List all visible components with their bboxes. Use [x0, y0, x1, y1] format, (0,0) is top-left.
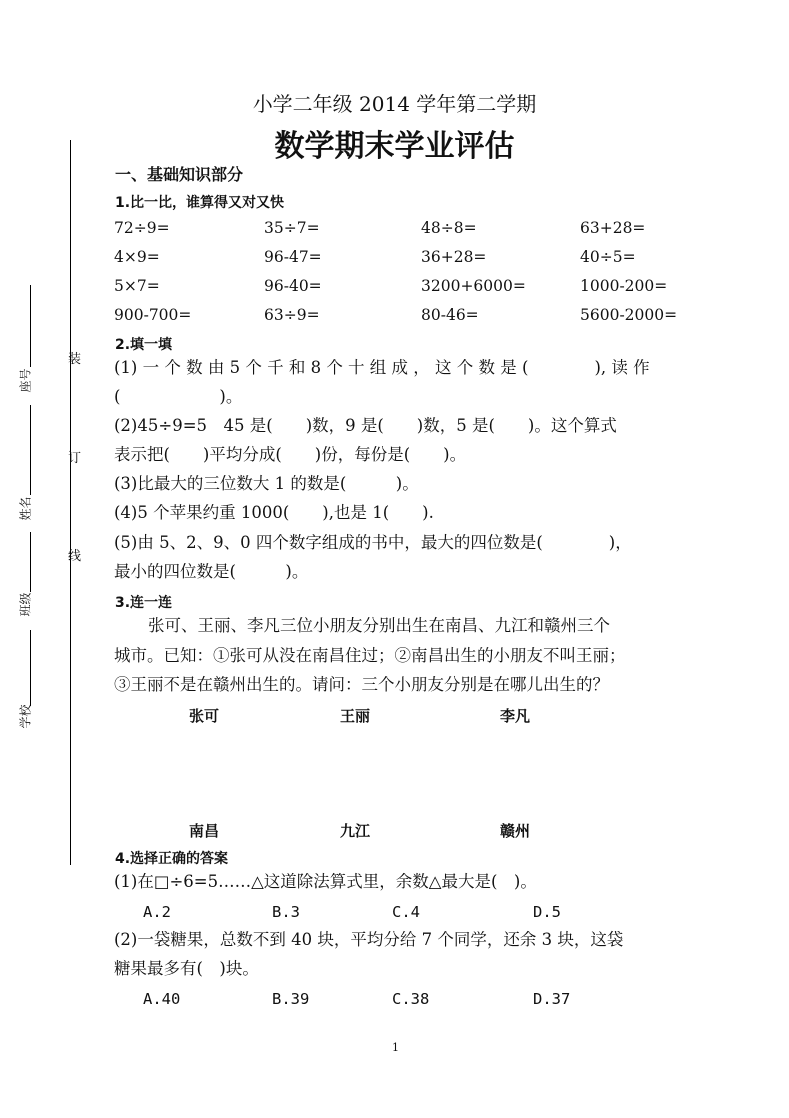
q2-line: (3)比最大的三位数大 1 的数是( )。 — [114, 474, 419, 493]
calc-item: 900-700= — [114, 306, 192, 324]
q2-line: ( )。 — [114, 387, 243, 406]
child-name: 李凡 — [500, 707, 531, 725]
q2-line: (4)5 个苹果约重 1000( ),也是 1( ). — [114, 503, 434, 522]
q3-paragraph: ③王丽不是在赣州出生的。请问：三个小朋友分别是在哪儿出生的？ — [114, 675, 609, 694]
child-name: 张可 — [189, 707, 220, 725]
calc-item: 35÷7= — [264, 219, 320, 237]
q3-paragraph: 城市。已知：①张可从没在南昌住过；②南昌出生的小朋友不叫王丽； — [114, 646, 626, 665]
q2-line: 表示把( )平均分成( )份，每份是( )。 — [114, 445, 467, 464]
option: A.40 — [143, 990, 181, 1008]
class-label: 班级 — [18, 592, 33, 617]
name-label: 姓名 — [18, 496, 33, 521]
q2-line: (1) 一 个 数 由 5 个 千 和 8 个 十 组 成 ， 这 个 数 是 ( ), 读 作 — [114, 358, 650, 377]
seat-underline — [30, 285, 31, 367]
city-name: 南昌 — [189, 822, 220, 840]
binding-mark-3: 线 — [68, 549, 82, 564]
school-label: 学校 — [18, 704, 33, 729]
page-number: 1 — [392, 1041, 399, 1054]
option: C.38 — [392, 990, 430, 1008]
q3-paragraph: 张可、王丽、李凡三位小朋友分别出生在南昌、九江和赣州三个 — [148, 616, 610, 635]
q4-question: (1)在□÷6=5……△这道除法算式里，余数△最大是( )。 — [114, 872, 537, 891]
calc-item: 36+28= — [421, 248, 487, 266]
class-underline — [30, 532, 31, 592]
section-heading: 一、基础知识部分 — [115, 165, 244, 184]
binding-line — [70, 140, 71, 865]
child-name: 王丽 — [340, 707, 371, 725]
q3-heading: 3.连一连 — [115, 595, 173, 611]
q2-line: (5)由 5、2、9、0 四个数字组成的书中，最大的四位数是( )， — [114, 533, 632, 552]
school-underline — [30, 630, 31, 706]
binding-mark-2: 订 — [68, 451, 82, 466]
calc-item: 5×7= — [114, 277, 160, 295]
q4-question: 糖果最多有( )块。 — [114, 959, 259, 978]
q4-heading: 4.选择正确的答案 — [115, 851, 229, 867]
seat-label: 座号 — [18, 368, 33, 393]
calc-item: 63+28= — [580, 219, 646, 237]
city-name: 赣州 — [500, 822, 531, 840]
calc-item: 1000-200= — [580, 277, 668, 295]
city-name: 九江 — [340, 822, 371, 840]
document-subtitle: 数学期末学业评估 — [274, 129, 515, 164]
q4-question: (2)一袋糖果，总数不到 40 块，平均分给 7 个同学，还余 3 块，这袋 — [114, 930, 624, 949]
option: D.5 — [533, 903, 561, 921]
calc-item: 96-40= — [264, 277, 322, 295]
name-underline — [30, 405, 31, 495]
option: D.37 — [533, 990, 571, 1008]
q2-line: (2)45÷9=5 45 是( )数，9 是( )数，5 是( )。这个算式 — [114, 416, 617, 435]
q2-line: 最小的四位数是( )。 — [114, 562, 309, 581]
calc-item: 96-47= — [264, 248, 322, 266]
calc-item: 4×9= — [114, 248, 160, 266]
document-title: 小学二年级 2014 学年第二学期 — [252, 92, 537, 116]
option: B.39 — [272, 990, 310, 1008]
calc-item: 40÷5= — [580, 248, 636, 266]
q1-heading: 1.比一比，谁算得又对又快 — [115, 195, 285, 211]
calc-item: 80-46= — [421, 306, 479, 324]
option: B.3 — [272, 903, 300, 921]
calc-item: 5600-2000= — [580, 306, 678, 324]
calc-item: 3200+6000= — [421, 277, 526, 295]
option: A.2 — [143, 903, 171, 921]
calc-item: 48÷8= — [421, 219, 477, 237]
calc-item: 72÷9= — [114, 219, 170, 237]
calc-item: 63÷9= — [264, 306, 320, 324]
binding-mark-1: 装 — [68, 352, 82, 367]
option: C.4 — [392, 903, 420, 921]
q2-heading: 2.填一填 — [115, 337, 173, 353]
